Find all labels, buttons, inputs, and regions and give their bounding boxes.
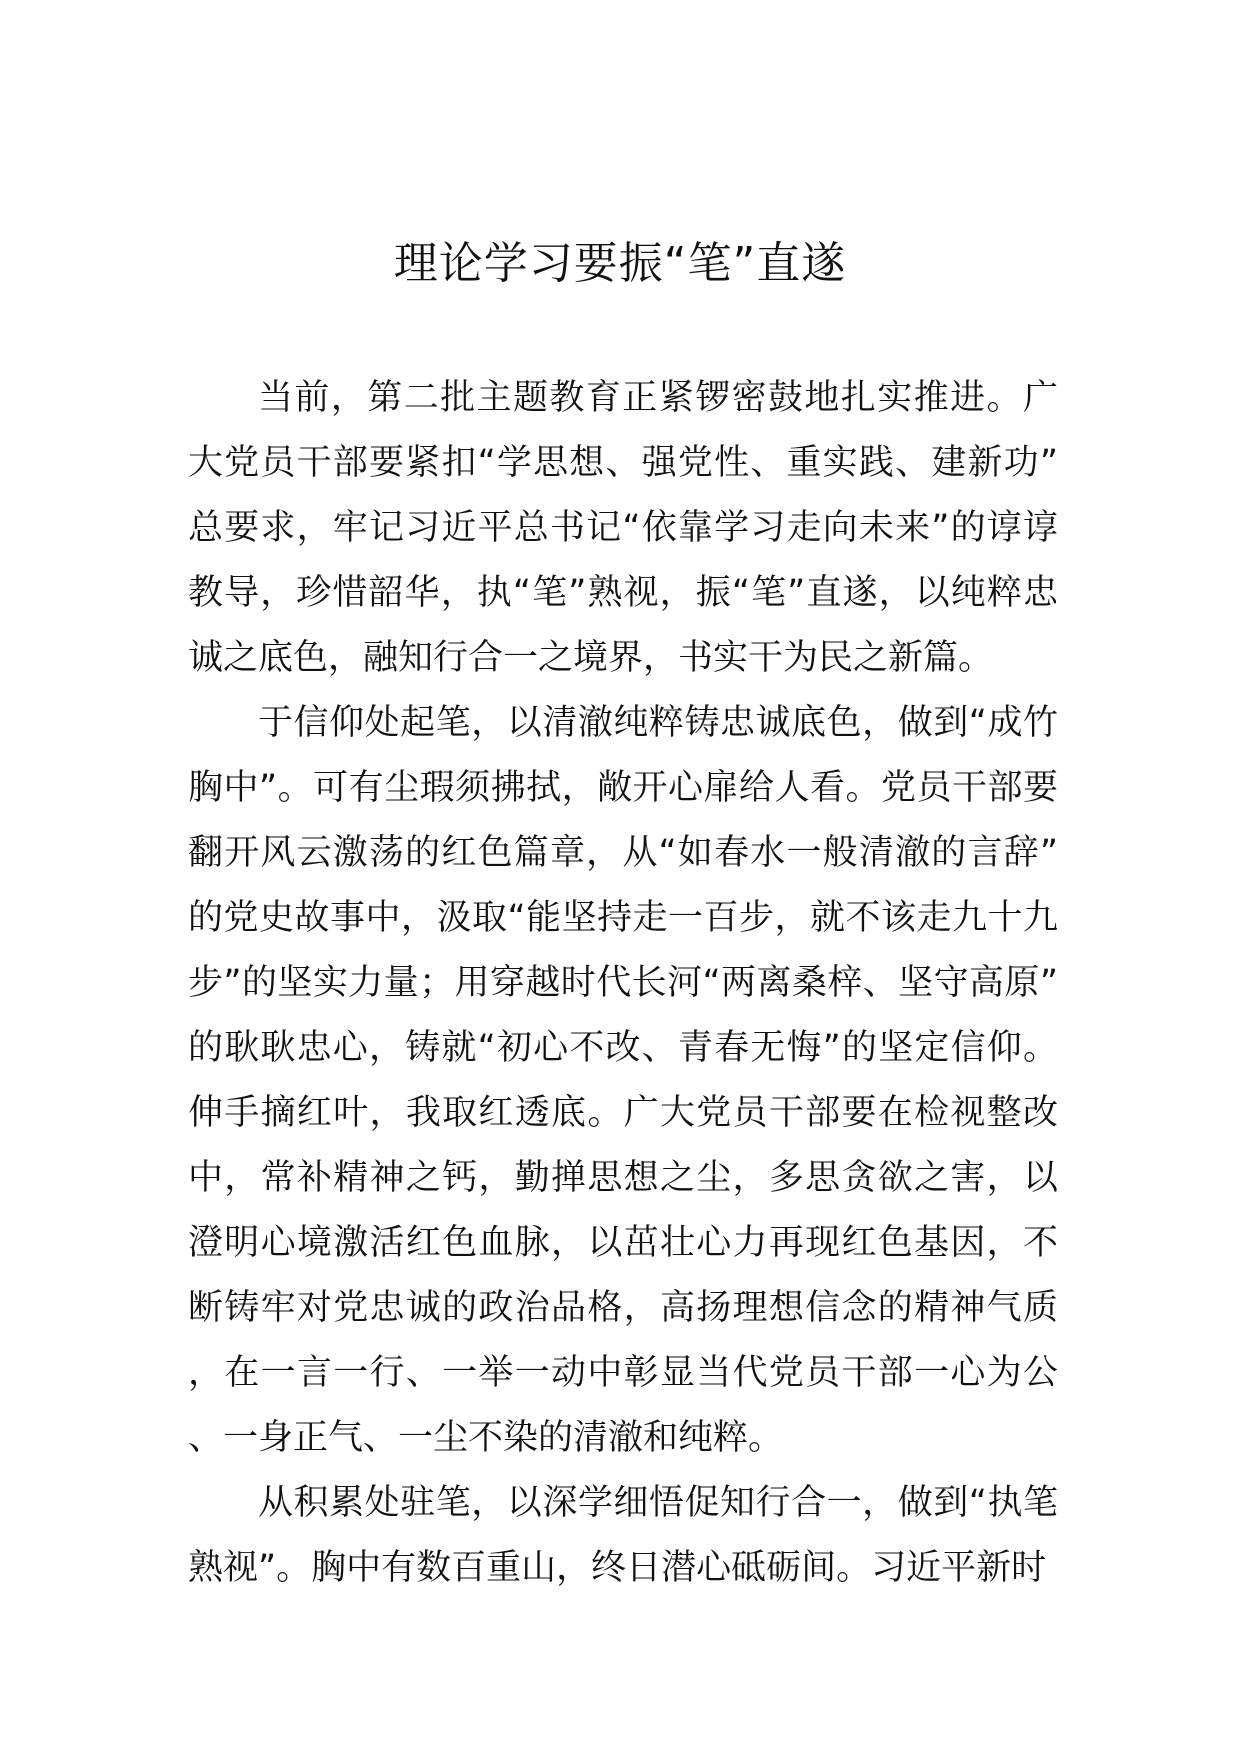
paragraph-1: 当前，第二批主题教育正紧锣密鼓地扎实推进。广大党员干部要紧扣“学思想、强党性、重实践、建新功”总要求，牢记习近平总书记“依靠学习走向未来”的谆谆教导，珍惜韶华，执“笔”熟视，振“笔”直遂，以纯粹忠诚之底色，融知行合一之境界，书实干为民之新篇。 (188, 378, 1059, 678)
paragraph-3: 从积累处驻笔，以深学细悟促知行合一，做到“执笔熟视”。胸中有数百重山，终日潜心砥砺间。习近平新时 (188, 1483, 1058, 1588)
paragraph-2: 于信仰处起笔，以清澈纯粹铸忠诚底色，做到“成竹胸中”。可有尘瑕须拂拭，敞开心扉给人看。党员干部要翻开风云激荡的红色篇章，从“如春水一般清澈的言辞”的党史故事中，汲取“能坚持走一百步，就不该走九十九步”的坚实力量；用穿越时代长河“两离桑梓、坚守高原”的耿耿忠心，铸就“初心不改、青春无悔”的坚定信仰。伸手摘红叶，我取红透底。广大党员干部要在检视整改中，常补精神之钙，勤掸思想之尘，多思贪欲之害，以澄明心境激活红色血脉，以茁壮心力再现红色基因，不断铸牢对党忠诚的政治品格，高扬理想信念的精神气质，在一言一行、一举一动中彰显当代党员干部一心为公、一身正气、一尘不染的清澈和纯粹。 (188, 703, 1058, 1458)
document-title: 理论学习要振“笔”直遂 (393, 238, 847, 289)
document-body (188, 366, 1058, 1601)
